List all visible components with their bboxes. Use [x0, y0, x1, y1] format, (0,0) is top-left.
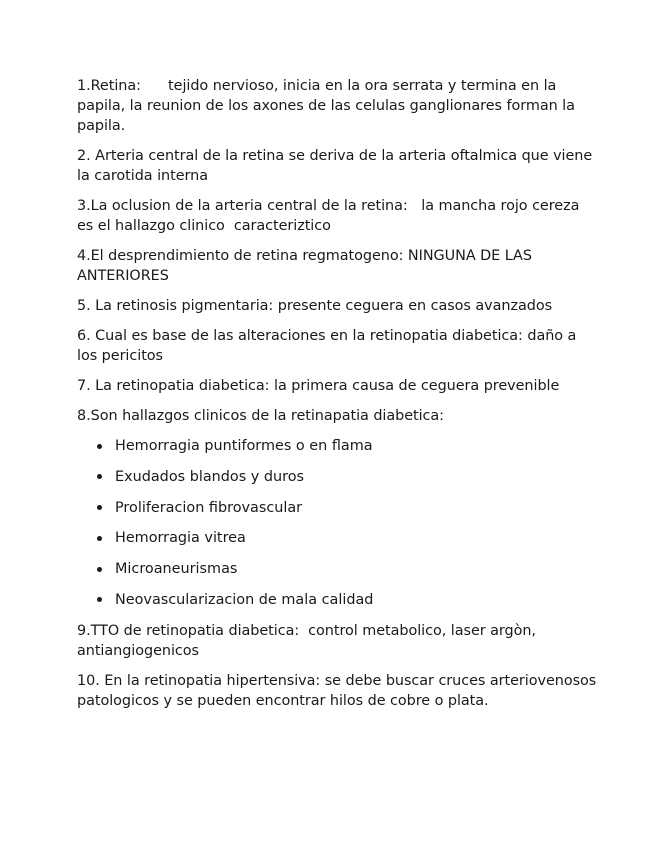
list-item — [77, 467, 597, 487]
findings-bullet-list — [77, 436, 597, 610]
paragraph-item-6: 6. Cual es base de las alteraciones en la retinopatia diabetica: daño a los pericitos — [77, 328, 581, 364]
list-item — [77, 528, 597, 548]
paragraph-item-10: 10. En la retinopatia hipertensiva: se debe buscar cruces arteriovenosos patologicos y se pueden encontrar hilos de cobre o plata. — [77, 672, 601, 709]
bullet-icon — [97, 505, 102, 510]
list-item-text: Microaneurismas — [115, 561, 238, 578]
list-item — [77, 590, 597, 610]
paragraph-item-9: 9.TTO de retinopatia diabetica: control metabolico, laser argòn, antiangiogenicos — [77, 622, 541, 659]
list-item-text: Neovascularizacion de mala calidad — [115, 591, 374, 608]
paragraph-item-5: 5. La retinosis pigmentaria: presente ceguera en casos avanzados — [77, 298, 553, 314]
bullet-icon — [97, 567, 102, 572]
list-item-text: Hemorragia vitrea — [115, 530, 246, 547]
bullet-icon — [97, 474, 102, 479]
paragraph-item-4: 4.El desprendimiento de retina regmatogeno: NINGUNA DE LAS ANTERIORES — [77, 248, 537, 284]
document-page — [77, 76, 601, 721]
paragraph-item-1: 1.Retina: tejido nervioso, inicia en la ora serrata y termina en la papila, la reunion de los axones de las celulas ganglionares forman la papila. — [77, 78, 580, 134]
list-item-text: Hemorragia puntiformes o en flama — [115, 438, 373, 454]
paragraph-item-3: 3.La oclusion de la arteria central de la retina: la mancha rojo cereza es el hallazgo clinico caracteriztico — [77, 198, 584, 234]
list-item — [77, 559, 597, 579]
list-item — [77, 498, 597, 518]
paragraph-item-2: 2. Arteria central de la retina se deriva de la arteria oftalmica que viene la carotida interna — [77, 148, 597, 184]
paragraph-item-7: 7. La retinopatia diabetica: la primera causa de ceguera prevenible — [77, 378, 560, 394]
paragraph-item-8: 8.Son hallazgos clinicos de la retinapatia diabetica: — [77, 408, 444, 424]
list-item — [77, 436, 597, 456]
bullet-icon — [97, 597, 102, 602]
list-item-text: Exudados blandos y duros — [115, 468, 305, 485]
bullet-icon — [97, 536, 102, 541]
bullet-icon — [97, 444, 102, 449]
list-item-text: Proliferacion fibrovascular — [115, 499, 303, 516]
